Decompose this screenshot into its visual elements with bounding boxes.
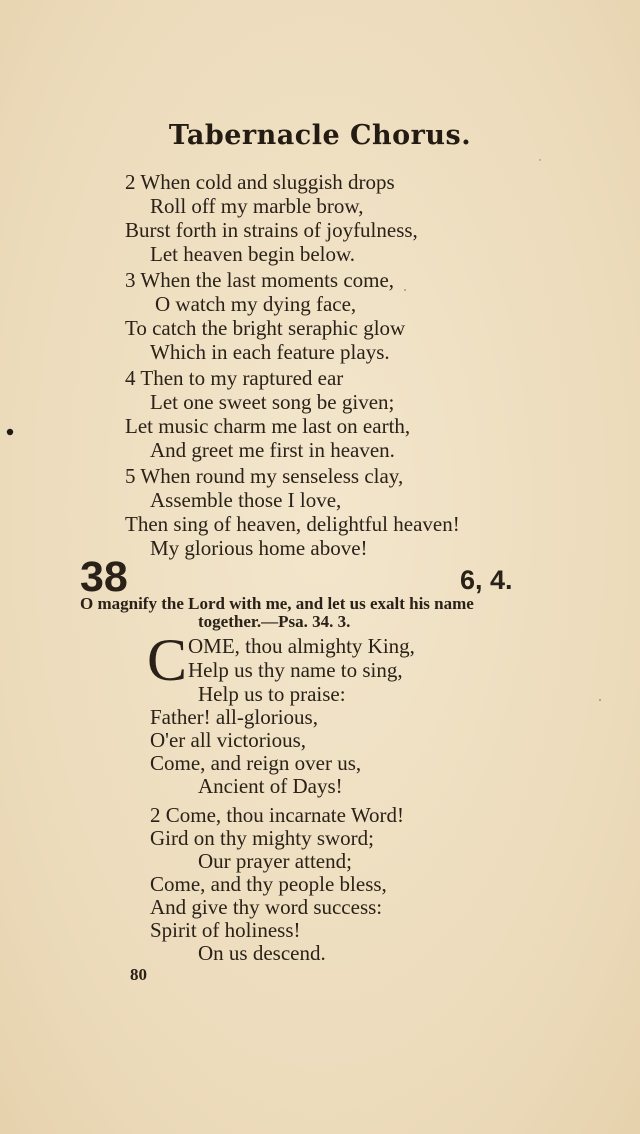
stanza-line: Spirit of holiness! <box>150 918 301 942</box>
stanza-line: Burst forth in strains of joyfulness, <box>125 218 418 242</box>
ink-speck <box>599 699 601 701</box>
stanza-line: Help us to praise: <box>198 682 346 706</box>
stanza-line: Come, and thy people bless, <box>150 872 387 896</box>
scripture-reference: together.—Psa. 34. 3. <box>198 612 351 631</box>
hymn-meter: 6, 4. <box>460 565 513 595</box>
hymn-number: 38 <box>80 553 128 601</box>
stanza-line: On us descend. <box>198 941 326 965</box>
stanza-line: 5 When round my senseless clay, <box>125 464 404 488</box>
stanza-line: Our prayer attend; <box>198 849 352 873</box>
stanza-line: Which in each feature plays. <box>150 340 390 364</box>
scripture-epigraph: O magnify the Lord with me, and let us exalt his name <box>80 594 474 613</box>
stanza-line: Roll off my marble brow, <box>150 194 364 218</box>
ink-speck <box>7 429 13 435</box>
stanza-line: And greet me first in heaven. <box>150 438 395 462</box>
drop-cap: C <box>147 627 188 693</box>
ink-speck <box>539 159 540 160</box>
stanza-line: O'er all victorious, <box>150 728 306 752</box>
stanza-line: Help us thy name to sing, <box>188 658 403 682</box>
running-head: Tabernacle Chorus. <box>168 120 472 151</box>
stanza-line: Let one sweet song be given; <box>150 390 395 414</box>
stanza-line: 4 Then to my raptured ear <box>125 366 344 390</box>
stanza-line: 2 Come, thou incarnate Word! <box>150 803 404 827</box>
stanza-line: Let heaven begin below. <box>150 242 356 266</box>
stanza-line: OME, thou almighty King, <box>188 634 415 658</box>
stanza-line: To catch the bright seraphic glow <box>125 316 406 340</box>
stanza-line: O watch my dying face, <box>155 292 357 316</box>
stanza-line: And give thy word success: <box>150 895 383 919</box>
stanza-line: 2 When cold and sluggish drops <box>125 170 395 194</box>
ink-speck <box>404 289 406 291</box>
stanza-line: My glorious home above! <box>150 536 368 560</box>
stanza-line: Assemble those I love, <box>150 488 342 512</box>
page-number: 80 <box>130 965 147 984</box>
stanza-line: 3 When the last moments come, <box>125 268 395 292</box>
stanza-line: Come, and reign over us, <box>150 751 362 775</box>
stanza-line: Gird on thy mighty sword; <box>150 826 374 850</box>
stanza-line: Ancient of Days! <box>198 774 343 798</box>
stanza-line: Father! all-glorious, <box>150 705 318 729</box>
stanza-line: Then sing of heaven, delightful heaven! <box>125 512 460 536</box>
stanza-line: Let music charm me last on earth, <box>125 414 411 438</box>
